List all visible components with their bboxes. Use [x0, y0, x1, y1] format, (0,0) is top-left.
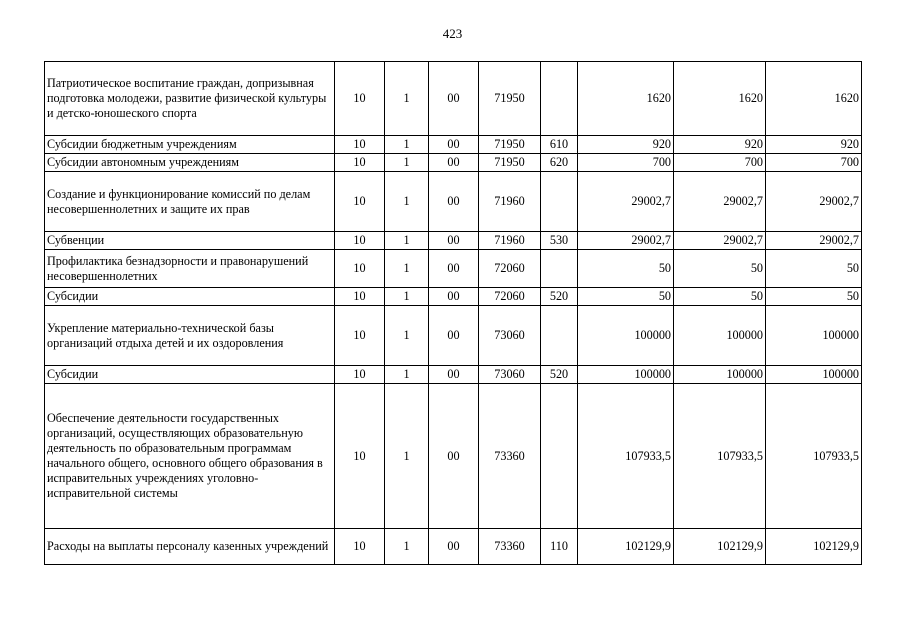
- row-v1-cell: 700: [578, 154, 674, 172]
- row-c2-cell: 1: [385, 154, 429, 172]
- row-c4-cell: 71960: [479, 172, 541, 232]
- row-name-cell: Создание и функционирование комиссий по делам несовершеннолетних и защите их прав: [45, 172, 335, 232]
- row-c4-cell: 73360: [479, 384, 541, 529]
- row-v3-cell: 102129,9: [766, 529, 862, 565]
- row-c1-cell: 10: [335, 250, 385, 288]
- row-v1-cell: 920: [578, 136, 674, 154]
- table-row: [45, 232, 862, 250]
- row-c4-cell: 72060: [479, 250, 541, 288]
- table-row: [45, 154, 862, 172]
- row-c2-cell: 1: [385, 529, 429, 565]
- row-v2-cell: 920: [674, 136, 766, 154]
- row-v3-cell: 50: [766, 250, 862, 288]
- row-c4-cell: 73060: [479, 306, 541, 366]
- row-v3-cell: 107933,5: [766, 384, 862, 529]
- row-c1-cell: 10: [335, 306, 385, 366]
- row-v3-cell: 100000: [766, 366, 862, 384]
- row-c3-cell: 00: [429, 288, 479, 306]
- row-c5-cell: 620: [541, 154, 578, 172]
- row-c5-cell: [541, 306, 578, 366]
- row-name-cell: Субвенции: [45, 232, 335, 250]
- row-c2-cell: 1: [385, 288, 429, 306]
- row-v2-cell: 1620: [674, 62, 766, 136]
- table-row: [45, 136, 862, 154]
- row-c4-cell: 72060: [479, 288, 541, 306]
- row-v2-cell: 29002,7: [674, 232, 766, 250]
- row-v1-cell: 50: [578, 288, 674, 306]
- row-c2-cell: 1: [385, 384, 429, 529]
- row-v2-cell: 100000: [674, 366, 766, 384]
- row-c2-cell: 1: [385, 172, 429, 232]
- row-c4-cell: 71960: [479, 232, 541, 250]
- row-c3-cell: 00: [429, 384, 479, 529]
- table-row: [45, 306, 862, 366]
- row-c3-cell: 00: [429, 366, 479, 384]
- row-c3-cell: 00: [429, 529, 479, 565]
- row-c2-cell: 1: [385, 136, 429, 154]
- row-c4-cell: 71950: [479, 154, 541, 172]
- row-v3-cell: 1620: [766, 62, 862, 136]
- row-c1-cell: 10: [335, 232, 385, 250]
- row-v3-cell: 920: [766, 136, 862, 154]
- row-v1-cell: 100000: [578, 306, 674, 366]
- table-row: [45, 366, 862, 384]
- row-c5-cell: 610: [541, 136, 578, 154]
- row-name-cell: Обеспечение деятельности государственных организаций, осуществляющих образовательную деятельность по образовательным программам начального общего, основного общего образования в исправительных учреждениях уголовно-исправительной системы: [45, 384, 335, 529]
- row-c4-cell: 73060: [479, 366, 541, 384]
- table-row: [45, 384, 862, 529]
- row-c5-cell: 530: [541, 232, 578, 250]
- row-c3-cell: 00: [429, 62, 479, 136]
- row-c3-cell: 00: [429, 232, 479, 250]
- row-name-cell: Субсидии бюджетным учреждениям: [45, 136, 335, 154]
- row-v2-cell: 50: [674, 288, 766, 306]
- row-c1-cell: 10: [335, 288, 385, 306]
- row-v3-cell: 29002,7: [766, 232, 862, 250]
- row-c5-cell: 110: [541, 529, 578, 565]
- row-c3-cell: 00: [429, 172, 479, 232]
- row-c1-cell: 10: [335, 529, 385, 565]
- row-c5-cell: [541, 62, 578, 136]
- row-v3-cell: 50: [766, 288, 862, 306]
- row-v1-cell: 50: [578, 250, 674, 288]
- table-row: [45, 529, 862, 565]
- row-c5-cell: 520: [541, 366, 578, 384]
- row-v2-cell: 50: [674, 250, 766, 288]
- row-v1-cell: 29002,7: [578, 232, 674, 250]
- row-c1-cell: 10: [335, 366, 385, 384]
- row-c2-cell: 1: [385, 62, 429, 136]
- row-v1-cell: 107933,5: [578, 384, 674, 529]
- row-name-cell: Профилактика безнадзорности и правонарушений несовершеннолетних: [45, 250, 335, 288]
- row-v2-cell: 29002,7: [674, 172, 766, 232]
- row-c1-cell: 10: [335, 154, 385, 172]
- row-name-cell: Укрепление материально-технической базы организаций отдыха детей и их оздоровления: [45, 306, 335, 366]
- row-v3-cell: 29002,7: [766, 172, 862, 232]
- row-c1-cell: 10: [335, 136, 385, 154]
- row-name-cell: Субсидии автономным учреждениям: [45, 154, 335, 172]
- row-c4-cell: 71950: [479, 62, 541, 136]
- row-name-cell: Патриотическое воспитание граждан, допризывная подготовка молодежи, развитие физической культуры и детско-юношеского спорта: [45, 62, 335, 136]
- page-number: 423: [442, 26, 463, 41]
- table-row: [45, 250, 862, 288]
- row-c1-cell: 10: [335, 384, 385, 529]
- row-c5-cell: [541, 172, 578, 232]
- row-c1-cell: 10: [335, 172, 385, 232]
- row-name-cell: Расходы на выплаты персоналу казенных учреждений: [45, 529, 335, 565]
- budget-table: [44, 61, 862, 565]
- row-c3-cell: 00: [429, 136, 479, 154]
- row-v1-cell: 29002,7: [578, 172, 674, 232]
- row-c4-cell: 71950: [479, 136, 541, 154]
- row-c2-cell: 1: [385, 250, 429, 288]
- row-c3-cell: 00: [429, 250, 479, 288]
- row-c3-cell: 00: [429, 306, 479, 366]
- row-c5-cell: [541, 384, 578, 529]
- row-c5-cell: [541, 250, 578, 288]
- row-c5-cell: 520: [541, 288, 578, 306]
- row-v2-cell: 107933,5: [674, 384, 766, 529]
- row-v3-cell: 100000: [766, 306, 862, 366]
- row-c3-cell: 00: [429, 154, 479, 172]
- row-v2-cell: 102129,9: [674, 529, 766, 565]
- row-c4-cell: 73360: [479, 529, 541, 565]
- row-c2-cell: 1: [385, 366, 429, 384]
- table-row: [45, 288, 862, 306]
- row-c2-cell: 1: [385, 232, 429, 250]
- table-row: [45, 172, 862, 232]
- row-v2-cell: 100000: [674, 306, 766, 366]
- row-name-cell: Субсидии: [45, 288, 335, 306]
- table-row: [45, 62, 862, 136]
- row-v1-cell: 102129,9: [578, 529, 674, 565]
- row-v1-cell: 100000: [578, 366, 674, 384]
- row-c2-cell: 1: [385, 306, 429, 366]
- row-v1-cell: 1620: [578, 62, 674, 136]
- row-v3-cell: 700: [766, 154, 862, 172]
- row-c1-cell: 10: [335, 62, 385, 136]
- row-name-cell: Субсидии: [45, 366, 335, 384]
- row-v2-cell: 700: [674, 154, 766, 172]
